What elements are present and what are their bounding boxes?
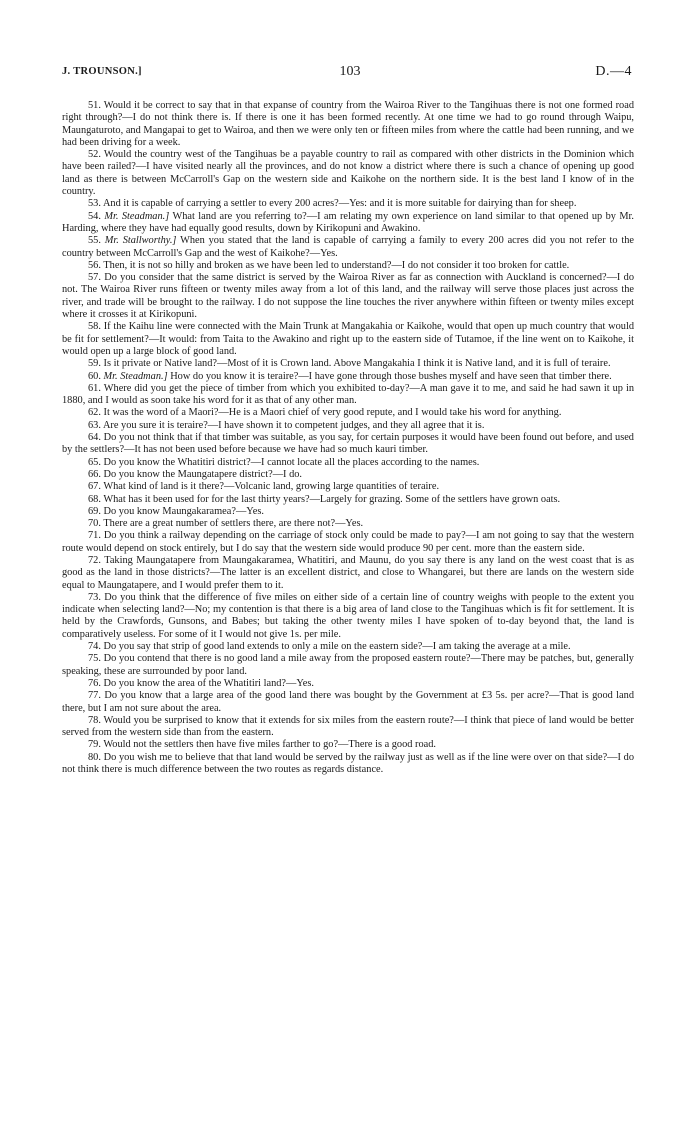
question-number: 54. (88, 210, 101, 222)
testimony-paragraph (62, 530, 634, 555)
question-number: 75. (88, 653, 101, 665)
question-number: 59. (88, 358, 101, 370)
question-number: 76. (88, 677, 101, 689)
testimony-paragraph (62, 678, 634, 690)
question-number: 71. (88, 530, 101, 542)
testimony-paragraph (62, 715, 634, 740)
header-doc-ref: D.—4 (595, 64, 632, 79)
question-number: 78. (88, 714, 101, 726)
question-answer-text: If the Kaihu line were connected with the Main Trunk at Mangakahia or Kaikohe, would that open up much country that would be fit for settlement?—It would: from Taita to the Awakino and right up to the eastern side of Tutamoe, if the line went on to Kaikohe, it would open up a large block of good land. (62, 321, 634, 357)
question-answer-text: Would not the settlers then have five miles farther to go?—There is a good road. (103, 739, 436, 751)
question-number: 60. (88, 370, 101, 382)
question-answer-text: What kind of land is it there?—Volcanic land, growing large quantities of teraire. (103, 481, 440, 493)
testimony-paragraph (62, 739, 634, 751)
question-number: 79. (88, 739, 101, 751)
question-number: 80. (88, 751, 101, 763)
question-number: 74. (88, 641, 101, 653)
testimony-paragraph (62, 555, 634, 592)
page-header (62, 64, 632, 82)
question-answer-text: What has it been used for for the last thirty years?—Largely for grazing. Some of the settlers have grown oats. (103, 493, 561, 505)
testimony-paragraph (62, 149, 634, 198)
testimony-paragraph (62, 494, 634, 506)
testimony-paragraph (62, 260, 634, 272)
question-number: 65. (88, 456, 101, 468)
question-answer-text: When you stated that the land is capable of carrying a family to every 200 acres did you not refer to the country between McCarroll's Gap and the west of Kaikohe?—Yes. (62, 235, 634, 259)
question-number: 69. (88, 505, 101, 517)
question-number: 68. (88, 493, 101, 505)
testimony-paragraph (62, 432, 634, 457)
header-author: J. TROUNSON.] (62, 66, 142, 77)
question-answer-text: Would the country west of the Tangihuas be a payable country to rail as compared with other districts in the Dominion which have been railed?—I have visited nearly all the provinces, and do not know a district where there is such a chance of opening up good land as there is between McCarroll's Gap on the western side and Kaikohe on the northern side. It is the best land I know of in the country. (62, 149, 634, 198)
speaker-label: Mr. Steadman.] (104, 210, 170, 222)
testimony-paragraph (62, 358, 634, 370)
document-body (62, 100, 634, 776)
testimony-paragraph (62, 469, 634, 481)
speaker-label: Mr. Steadman.] (103, 370, 168, 382)
question-number: 62. (88, 407, 101, 419)
testimony-paragraph (62, 321, 634, 358)
testimony-paragraph (62, 457, 634, 469)
question-number: 55. (88, 235, 101, 247)
question-number: 63. (88, 419, 101, 431)
question-number: 66. (88, 468, 101, 480)
question-number: 70. (88, 518, 101, 530)
testimony-paragraph (62, 407, 634, 419)
testimony-paragraph (62, 592, 634, 641)
question-answer-text: Do you think a railway depending on the carriage of stock only could be made to pay?—I am not going to say that the western route would depend on stock entirely, but I do say that the western side would produce 90 per cent. more than the eastern side. (62, 530, 634, 554)
question-answer-text: Do you not think that if that timber was suitable, as you say, for certain purposes it would have been found out before, and used by the settlers?—It has not been used before because we have had so much kauri timber. (62, 432, 634, 456)
question-answer-text: Taking Maungatapere from Maungakaramea, Whatitiri, and Maunu, do you say there is any land on the west coast that is as good as the land in those districts?—The latter is an excellent district, and close to Whangarei, but there are lands on the western side equal to Maungatapere, and I would prefer them to it. (62, 554, 634, 591)
question-answer-text: Do you think that the difference of five miles on either side of a certain line of country weighs with people to the extent you indicate when selecting land?—No; my contention is that there is a big area of land close to the Tangihuas which is fit for settlement. It is held by the Crawfords, Gunsons, and Babes; but taking the other twenty miles I have spoken of to-day beyond that, the land is comparatively useless. For some of it I would not give 1s. per mile. (62, 591, 634, 640)
question-number: 72. (88, 554, 101, 566)
question-answer-text: And it is capable of carrying a settler to every 200 acres?—Yes: and it is more suitable for dairying than for sheep. (102, 198, 577, 210)
question-number: 73. (88, 591, 101, 603)
question-number: 77. (88, 690, 101, 702)
question-answer-text: Do you know the Whatitiri district?—I cannot locate all the places according to the names. (103, 456, 480, 468)
question-answer-text: There are a great number of settlers there, are there not?—Yes. (103, 518, 364, 530)
testimony-paragraph (62, 641, 634, 653)
testimony-paragraph (62, 506, 634, 518)
question-answer-text: Are you sure it is teraire?—I have shown it to competent judges, and they all agree that it is. (102, 419, 485, 431)
testimony-paragraph (62, 481, 634, 493)
question-answer-text: Would it be correct to say that in that expanse of country from the Wairoa River to the Tangihuas there is not one formed road right through?—I do not think there is. If there is one it has been formed recently. At one time we had to go round through Waipu, Maungaturoto, and Mangapai to get to Wairoa, and then we were only ten or fifteen miles from where the cattle had been running, and we had been driving for a week. (62, 100, 634, 148)
question-answer-text: It was the word of a Maori?—He is a Maori chief of very good repute, and I would take his word for anything. (103, 407, 562, 419)
question-number: 61. (88, 382, 101, 394)
question-answer-text: What land are you referring to?—I am relating my own experience on land similar to that opened up by Mr. Harding, where they have had equally good results, down by Kirikopuni and Awakino. (62, 210, 634, 234)
question-number: 52. (88, 149, 101, 161)
header-page-number: 103 (339, 64, 361, 79)
question-number: 51. (88, 100, 101, 111)
question-answer-text: Do you know that a large area of the good land there was bought by the Government at £3 5s. per acre?—That is good land there, but I am not sure about the area. (62, 690, 634, 714)
question-answer-text: Do you consider that the same district is served by the Wairoa River as far as connection with Auckland is concerned?—I do not. The Wairoa River runs fifteen or twenty miles away from a lot of this land, and the railway will serve those places just across the river, and trade will be brought to the railway. I do not suppose the line touches the river anywhere within fifteen or twenty miles except where it crosses it at Kirikopuni. (62, 272, 635, 321)
question-answer-text: Then, it is not so hilly and broken as we have been led to understand?—I do not consider it too broken for cattle. (103, 259, 570, 271)
testimony-paragraph (62, 752, 634, 777)
testimony-paragraph (62, 420, 634, 432)
question-number: 56. (88, 259, 101, 271)
question-number: 53. (88, 198, 101, 210)
question-number: 64. (88, 432, 101, 444)
question-answer-text: Where did you get the piece of timber from which you exhibited to-day?—A man gave it to me, and said he had sawn it up in 1880, and I would as soon take his word for it as that of any other man. (62, 382, 635, 407)
testimony-paragraph (62, 653, 634, 678)
question-number: 58. (88, 321, 101, 333)
question-number: 67. (88, 481, 101, 493)
question-answer-text: Do you know the Maungatapere district?—I do. (103, 468, 303, 480)
question-answer-text: Is it private or Native land?—Most of it is Crown land. Above Mangakahia I think it is Native land, and it is full of teraire. (103, 358, 611, 370)
question-answer-text: Do you wish me to believe that that land would be served by the railway just as well as if the line were over on that side?—I do not think there is much difference between the two routes as regards distance. (62, 751, 634, 776)
testimony-paragraph (62, 211, 634, 236)
question-number: 57. (88, 272, 101, 284)
testimony-paragraph (62, 235, 634, 260)
testimony-paragraph (62, 100, 634, 149)
question-answer-text: Do you contend that there is no good land a mile away from the proposed eastern route?—There may be patches, but, generally speaking, these are surrounded by poor land. (62, 653, 634, 677)
question-answer-text: Do you know Maungakaramea?—Yes. (103, 505, 264, 517)
testimony-paragraph (62, 518, 634, 530)
question-answer-text: Do you say that strip of good land extends to only a mile on the eastern side?—I am taking the average at a mile. (103, 641, 571, 653)
testimony-paragraph (62, 371, 634, 383)
speaker-label: Mr. Stallworthy.] (104, 235, 177, 247)
question-answer-text: Would you be surprised to know that it extends for six miles from the eastern route?—I think that piece of land would be better served from the western side than from the eastern. (62, 714, 635, 739)
testimony-paragraph (62, 198, 634, 210)
question-answer-text: Do you know the area of the Whatitiri land?—Yes. (103, 677, 315, 689)
testimony-paragraph (62, 272, 634, 321)
question-answer-text: How do you know it is teraire?—I have gone through those bushes myself and have seen that timber there. (170, 370, 612, 382)
testimony-paragraph (62, 690, 634, 715)
testimony-paragraph (62, 383, 634, 408)
